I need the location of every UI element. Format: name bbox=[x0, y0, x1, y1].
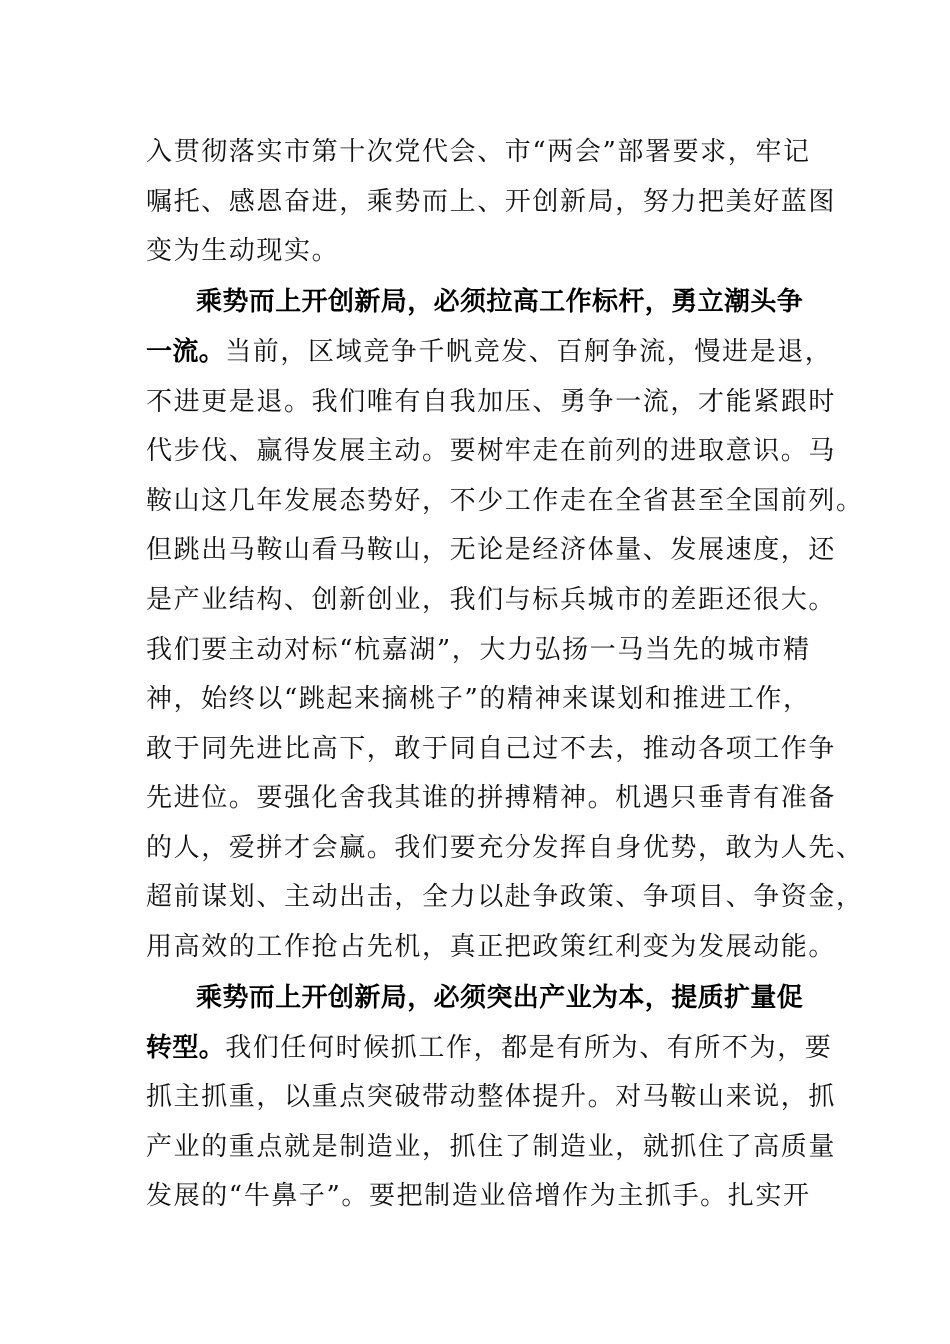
paragraph-line: 鞍山这几年发展态势好，不少工作走在全省甚至全国前列。 bbox=[146, 486, 864, 516]
section-heading-tail: 一流。 bbox=[146, 337, 226, 367]
section-heading: 乘势而上开创新局，必须突出产业为本，提质扩量促 bbox=[196, 983, 804, 1013]
paragraph-line: 敢于同先进比高下，敢于同自己过不去，推动各项工作争 bbox=[146, 734, 837, 764]
paragraph-line: 代步伐、赢得发展主动。要树牢走在前列的进取意识。马 bbox=[146, 436, 837, 466]
paragraph-text: 我们任何时候抓工作，都是有所为、有所不为，要 bbox=[225, 1033, 833, 1063]
section-heading: 乘势而上开创新局，必须拉高工作标杆，勇立潮头争 bbox=[196, 287, 804, 317]
paragraph-line: 但跳出马鞍山看马鞍山，无论是经济体量、发展速度，还 bbox=[146, 535, 837, 565]
paragraph-line: 用高效的工作抢占先机，真正把政策红利变为发展动能。 bbox=[146, 932, 837, 962]
paragraph-line: 超前谋划、主动出击，全力以赴争政策、争项目、争资金， bbox=[146, 882, 864, 912]
paragraph-line: 不进更是退。我们唯有自我加压、勇争一流，才能紧跟时 bbox=[146, 387, 837, 417]
paragraph-line: 嘱托、感恩奋进，乘势而上、开创新局，努力把美好蓝图 bbox=[146, 187, 837, 217]
paragraph-line: 神，始终以“跳起来摘桃子”的精神来谋划和推进工作， bbox=[146, 684, 811, 714]
paragraph-line: 产业的重点就是制造业，抓住了制造业，就抓住了高质量 bbox=[146, 1132, 837, 1162]
paragraph-line: 抓主抓重，以重点突破带动整体提升。对马鞍山来说，抓 bbox=[146, 1082, 837, 1112]
paragraph-line: 先进位。要强化舍我其谁的拼搏精神。机遇只垂青有准备 bbox=[146, 783, 837, 813]
paragraph-line: 的人，爱拼才会赢。我们要充分发挥自身优势，敢为人先、 bbox=[146, 833, 864, 863]
paragraph-text: 当前，区域竞争千帆竞发、百舸争流，慢进是退， bbox=[225, 337, 833, 367]
paragraph-line: 发展的“牛鼻子”。要把制造业倍增作为主抓手。扎实开 bbox=[146, 1181, 811, 1211]
paragraph-line: 入贯彻落实市第十次党代会、市“两会”部署要求，牢记 bbox=[146, 137, 811, 167]
section-heading-tail: 转型。 bbox=[146, 1033, 226, 1063]
paragraph-line: 我们要主动对标“杭嘉湖”，大力弘扬一马当先的城市精 bbox=[146, 635, 811, 665]
paragraph-line bbox=[146, 337, 832, 367]
paragraph-line: 变为生动现实。 bbox=[146, 236, 340, 266]
paragraph-line bbox=[146, 1033, 832, 1063]
paragraph-line: 是产业结构、创新创业，我们与标兵城市的差距还很大。 bbox=[146, 585, 837, 615]
